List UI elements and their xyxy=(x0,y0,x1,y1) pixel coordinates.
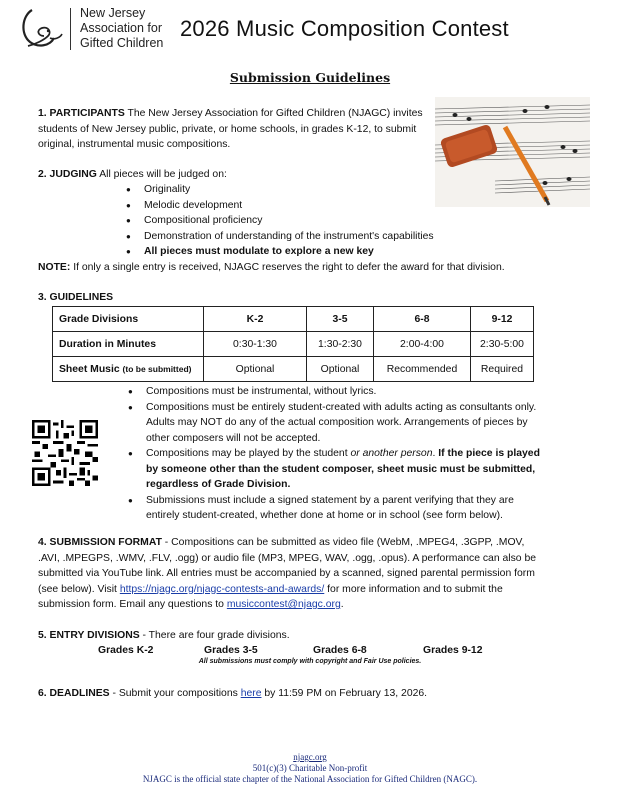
org-name-line: New Jersey xyxy=(80,6,146,20)
table-cell xyxy=(53,357,204,382)
list-text: . xyxy=(432,448,439,459)
table-row xyxy=(53,307,534,332)
note-label: NOTE: xyxy=(38,262,71,273)
contest-title: 2026 Music Composition Contest xyxy=(180,16,509,41)
participants-text: The New Jersey Association for Gifted Children (NJAGC) invites students of New Jersey public, private, or home schools, in grades K-12, to submit original, instrumental music compositions. xyxy=(38,108,423,150)
sheet-music-label: Sheet Music xyxy=(59,363,120,375)
compliance-note: All submissions must comply with copyright and Fair Use policies. xyxy=(198,658,422,665)
entry-divisions-text: - There are four grade divisions. xyxy=(139,630,290,641)
submit-here-link[interactable]: here xyxy=(240,688,262,699)
list-item: ● Submissions must include a signed statement by a parent verifying that they are entirely student-created, whether done at home or in school (see form below). xyxy=(128,493,540,524)
deadlines-text: by 11:59 PM on February 13, 2026. xyxy=(261,688,428,699)
list-item xyxy=(128,446,540,493)
judging-criteria-list xyxy=(126,182,434,260)
deadlines-line xyxy=(38,686,427,702)
submission-format-heading: 4. SUBMISSION FORMAT xyxy=(38,537,162,548)
table-cell: Recommended xyxy=(374,357,471,382)
note-text: If only a single entry is received, NJAGC reserves the right to defer the award for that division. xyxy=(70,262,505,273)
org-name-line: Gifted Children xyxy=(80,36,164,50)
list-text-bold: If the piece is played by someone other than the student composer, sheet music must be submitted, regardless of Grade Division. xyxy=(146,448,540,490)
submission-format-text: for more information and to submit the submission form. Email any questions to xyxy=(38,583,503,610)
sheet-music-pencil-photo xyxy=(435,97,590,207)
table-cell: 2:00-4:00 xyxy=(374,332,471,357)
footer-nonprofit: 501(c)(3) Charitable Non-profit xyxy=(252,763,368,773)
division-label: Grades 6-8 xyxy=(313,645,367,656)
table-row xyxy=(53,357,534,382)
contests-link[interactable]: https://njagc.org/njagc-contests-and-awards/ xyxy=(119,583,325,595)
table-cell: 9-12 xyxy=(471,307,534,332)
header-divider xyxy=(70,8,71,50)
participants-section xyxy=(38,106,430,153)
deadlines-heading: 6. DEADLINES xyxy=(38,688,110,699)
table-cell: Optional xyxy=(204,357,307,382)
guidelines-heading xyxy=(38,290,113,306)
table-cell: 2:30-5:00 xyxy=(471,332,534,357)
list-text: Compositions may be played by the student xyxy=(146,448,351,459)
grade-divisions-table xyxy=(52,306,534,382)
footer-site-link[interactable]: njagc.org xyxy=(293,752,327,762)
guidelines-list xyxy=(128,384,540,524)
organization-name xyxy=(80,6,163,51)
footer-chapter-note: NJAGC is the official state chapter of the National Association for Gifted Children (NAGC). xyxy=(142,774,478,784)
submission-format-section xyxy=(38,535,548,613)
division-label: Grades 3-5 xyxy=(204,645,258,656)
njagc-logo xyxy=(14,6,66,52)
table-cell: Duration in Minutes xyxy=(53,332,204,357)
entry-divisions-heading: 5. ENTRY DIVISIONS xyxy=(38,630,140,641)
list-text-italic: or another person xyxy=(350,448,433,459)
submission-format-text: - Compositions can be submitted as video file (WebM, .MPEG4, .3GPP, .MOV, .AVI, .MPEGPS, .WMV, .FLV, .ogg) or audio file (MP3, MPEG, WAV, .ogg, .opus). A performance can also be submitted via YouTube link. All entries must be accompanied by a scanned, signed parental permission form (see below). Visit xyxy=(38,537,537,595)
entry-divisions-line xyxy=(38,628,290,644)
participants-heading: 1. PARTICIPANTS xyxy=(38,108,125,119)
judging-heading-line xyxy=(38,167,227,183)
table-cell: Optional xyxy=(307,357,374,382)
modulate-requirement: All pieces must modulate to explore a new key xyxy=(144,246,374,257)
judging-heading: 2. JUDGING xyxy=(38,169,97,180)
table-row xyxy=(53,332,534,357)
division-label: Grades K-2 xyxy=(98,645,154,656)
list-item: ● Originality xyxy=(126,182,434,198)
sheet-music-note: (to be submitted) xyxy=(122,363,192,374)
list-item: ● Melodic development xyxy=(126,198,434,214)
list-item: ● Compositional proficiency xyxy=(126,213,434,229)
table-cell: 0:30-1:30 xyxy=(204,332,307,357)
contact-email-link[interactable]: musiccontest@njagc.org xyxy=(226,599,341,610)
guidelines-heading-text: 3. GUIDELINES xyxy=(38,292,114,303)
footer xyxy=(0,752,620,785)
list-item: ● Compositions must be entirely student-created with adults acting as consultants only. Adults may NOT do any of the actual composition work. Arrangements of pieces by other composers will not be accepted. xyxy=(128,400,540,447)
deadlines-text: - Submit your compositions xyxy=(109,688,241,699)
submission-format-text: . xyxy=(340,599,344,610)
org-name-line: Association for xyxy=(80,21,162,35)
table-cell: K-2 xyxy=(204,307,307,332)
note-line xyxy=(38,260,505,276)
table-cell: 1:30-2:30 xyxy=(307,332,374,357)
list-item: ● Demonstration of understanding of the instrument's capabilities xyxy=(126,229,434,245)
table-cell: Required xyxy=(471,357,534,382)
division-label: Grades 9-12 xyxy=(423,645,483,656)
submission-guidelines-heading: Submission Guidelines xyxy=(229,70,391,85)
list-item xyxy=(126,244,434,260)
table-cell: 3-5 xyxy=(307,307,374,332)
table-cell: Grade Divisions xyxy=(53,307,204,332)
table-cell: 6-8 xyxy=(374,307,471,332)
list-item: ● Compositions must be instrumental, without lyrics. xyxy=(128,384,540,400)
judging-intro: All pieces will be judged on: xyxy=(96,169,227,180)
qr-code[interactable] xyxy=(32,420,98,486)
